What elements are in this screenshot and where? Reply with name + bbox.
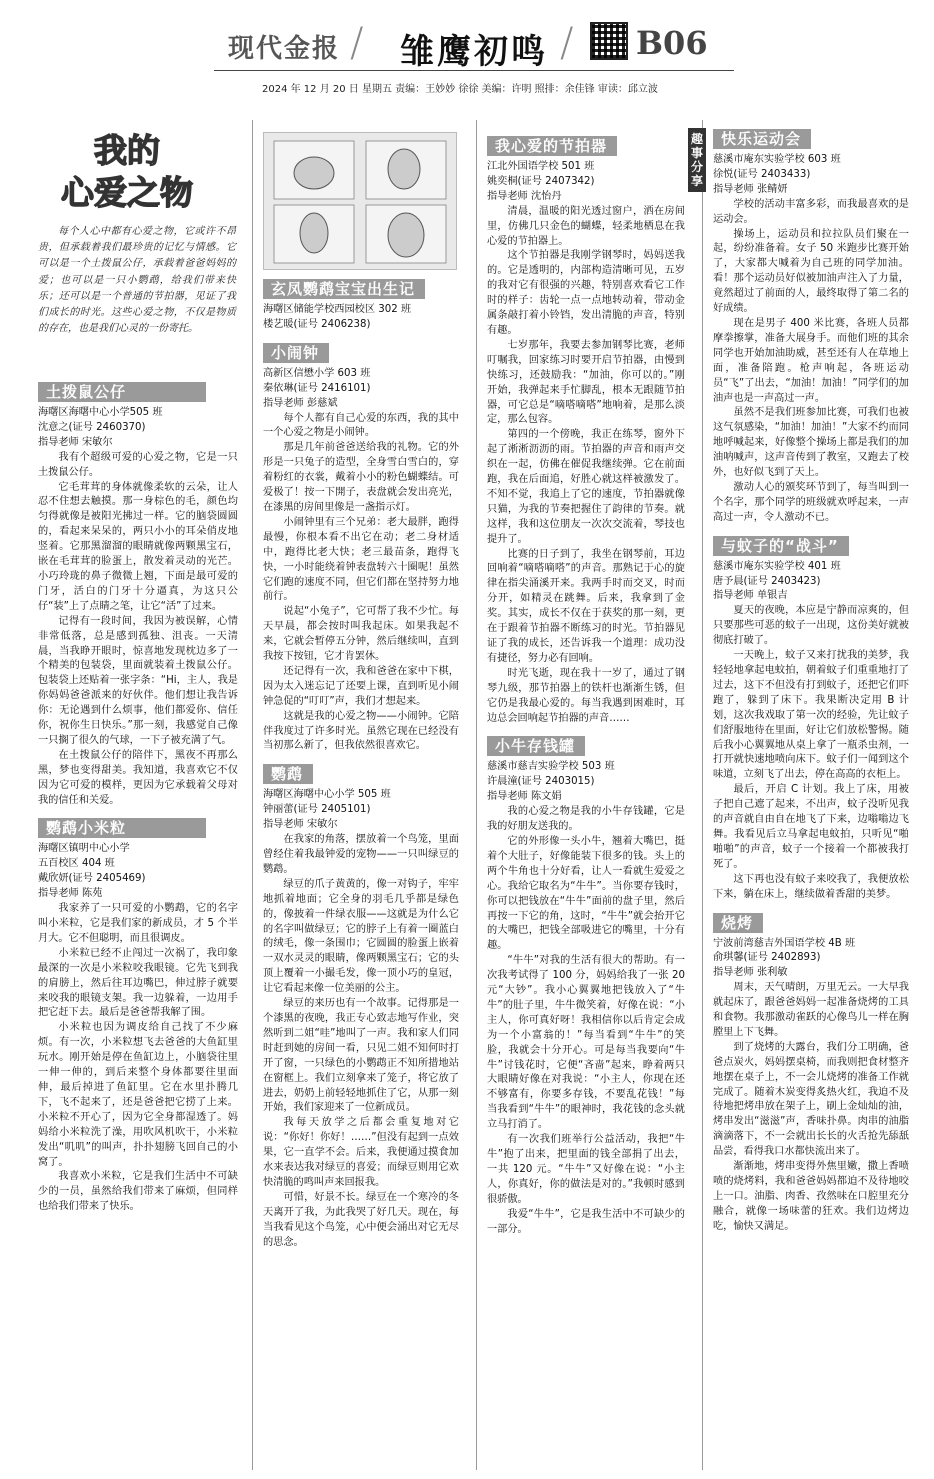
feature-intro: 每个人心中都有心爱之物，它或许不昂贵，但承载着我们最珍贵的记忆与情感。它可以是一个土拨鼠公仔，承载着爸爸妈妈的爱；也可以是一只小鹦鹉，给我们带来快乐；还可以是一个普通的节拍器，见证了我们成长的时光。这些心爱之物，不仅是物质的存在，也是我们心灵的一份寄托。 [38, 226, 236, 335]
paragraph: 第四的一个傍晚，我正在练琴，窗外下起了淅淅沥沥的雨。节拍器的声音和雨声交织在一起，仿佛在催促我继续弹。它在前面跑，我在后面追，好胜心就这样被激发了。不知不觉，我追上了它的速度，节拍器就像只猫，为我的节奏把握住了韵律的节奏。就这样，我和这位朋友一次次交流着，琴技也提升了。 [487, 429, 685, 545]
column-4 [713, 125, 909, 1468]
byline [713, 153, 909, 198]
paragraph: 小闹钟里有三个兄弟：老大最胖，跑得最慢，你根本看不出它在动；老二身材适中，跑得比老大快；老三最苗条，跑得飞快，一小时能绕着钟表盘转六十圈呢！虽然它们跑的速度不同，但它们都在坚持努力地前行。 [263, 516, 459, 603]
article-title: 土拨鼠公仔 [38, 382, 206, 402]
paragraph: 记得有一段时间，我因为被误解，心情非常低落，总是感到孤独、沮丧。一天清晨，当我睁开眼时，惊喜地发现枕边多了一个精美的包装袋，里面就装着土拨鼠公仔。包装袋上还贴着一张字条：“Hi，主人，我是你妈妈爸爸派来的好伙伴。他们想让我告诉你：无论遇到什么烦事，他们都爱你、信任你，祝你生日快乐。”那一刻，我感觉自己像一只搁了很久的气球，一下子被充满了气。 [38, 615, 238, 746]
article-title: 我心爱的节拍器 [487, 136, 617, 156]
article-title: 烧烤 [713, 913, 763, 933]
paragraph: 比赛的日子到了，我坐在钢琴前，耳边回响着“嘀嗒嘀嗒”的声音。那熟记于心的旋律在指尖涌溪开来。我两手时而交叉，时而分开，如精灵在跳舞。后来，我拿到了金奖。其实，成长不仅在于获奖的那一刻，更在于跟着节拍器不断练习的时光。节拍器见证了我的成长，还告诉我一个道理：成功没有捷径，努力必有回响。 [487, 548, 685, 664]
teacher: 指导老师 宋敏尔 [263, 819, 338, 831]
teacher: 指导老师 陈文娟 [487, 791, 562, 803]
byline [487, 160, 685, 205]
paragraph: 可惜，好景不长。绿豆在一个寒冷的冬天离开了我，为此我哭了好几天。现在，每当我看见这个鸟笼，心中便会涌出对它无尽的思念。 [263, 1191, 459, 1248]
byline [38, 842, 238, 902]
paragraph: 我喜欢小米粒，它是我们生活中不可缺少的一员，虽然给我们带来了麻烦，但同样也给我们带来了快乐。 [38, 1171, 238, 1213]
paragraph: 绿豆的来历也有一个故事。记得那是一个漆黑的夜晚，我正专心致志地写作业，突然听到二姐“哇”地叫了一声。我和家人们同时赶到她的房间一看，只见二姐不知何时打开了窗，一只绿色的小鹦鹉正不知所措地站在窗框上。我们立刻拿来了笼子，将它放了进去，奶奶上前轻轻地抓住了它，从那一刻开始，我们家迎来了一位新成员。 [263, 998, 459, 1114]
article-a10 [713, 909, 909, 1235]
author: 秦依琳(证号 2416101) [263, 382, 371, 394]
author: 唐予晨(证号 2403423) [713, 575, 821, 587]
column-divider [252, 120, 253, 1470]
masthead-rule [214, 70, 734, 71]
paragraph: 还记得有一次，我和爸爸在家中下棋，因为太入迷忘记了还要上课，直到听见小闹钟急促的“叮叮”声，我们才想起来。 [263, 665, 459, 707]
paragraph: 我有个超级可爱的心爱之物，它是一只土拨鼠公仔。 [38, 451, 238, 478]
teacher: 指导老师 张利敏 [713, 967, 788, 979]
page-number: B06 [636, 24, 708, 62]
school: 宁波前湾慈吉外国语学校 4B 班 [713, 937, 856, 949]
school: 海曙区储能学校西园校区 302 班 [263, 304, 412, 315]
paragraph: 那是几年前爸爸送给我的礼物。它的外形是一只兔子的造型，全身雪白雪白的，穿着粉红的衣裳，戴着小小的粉色蝴蝶结。可爱极了！按一下開子，表盘就会发出亮光，在漆黑的房间里像是一盏指示灯。 [263, 442, 459, 513]
byline [38, 406, 238, 451]
feature-title [52, 130, 202, 214]
teacher: 指导老师 陈苑 [38, 888, 103, 900]
byline [713, 937, 909, 982]
article-title: 与蚊子的“战斗” [713, 536, 849, 556]
paragraph: 每个人都有自己心爱的东西，我的其中一个心爱之物是小闹钟。 [263, 412, 459, 439]
school: 慈溪市庵东实验学校 401 班 [713, 560, 841, 572]
paragraph: 绿豆的爪子黄黄的，像一对钩子，牢牢地抓着地面；它全身的羽毛几乎都是绿色的，像披着一件绿衣服——这就是为什么它的名字叫做绿豆；它的脖子上有着一圈蓝白的绒毛，像一条围巾；它圆圆的脸蛋上嵌着一双水灵灵的眼睛，像两颗黑宝石；它的头顶上覆着一小撮毛发，像一顶小巧的皇冠，让它看起来像一位美丽的公主。 [263, 878, 459, 995]
author: 徐悦(证号 2403433) [713, 168, 811, 180]
author: 许晨潼(证号 2403015) [487, 776, 595, 788]
teacher: 指导老师 彭慈斌 [263, 397, 338, 409]
parrot-drawing-icon [264, 133, 456, 269]
paragraph: 虽然不是我们班参加比赛，可我们也被这气氛感染，“加油！加油！”大家不约而同地呼喊起来，好像整个操场上都是我们的加油呐喊声，这声音传到了教室，又跑去了校外，也好似飞到了天上。 [713, 407, 909, 479]
paragraph: 这个节拍器是我刚学钢琴时，妈妈送我的。它是透明的，内部构造清晰可见，五岁的我对它有很强的兴趣，特别喜欢看它工作时的样子：齿轮一点一点地转动着，带动金属条敲打着小铃铛，发出清脆的声音，特别有趣。 [487, 250, 685, 336]
school: 海曙区镇明中心小学 [38, 843, 130, 855]
paragraph: 我爱“牛牛”，它是我生活中不可缺少的一部分。 [487, 1208, 685, 1235]
paragraph: 我每天放学之后都会重复地对它说：“你好！你好！……”但没有起到一点效果，它一直学不会。后来，我便通过摸食加水来表达我对绿豆的喜爱；而绿豆则用它欢快清脆的鸣叫声来回报我。 [263, 1117, 459, 1188]
teacher: 指导老师 宋敏尔 [38, 436, 113, 448]
column-3 [487, 132, 685, 1468]
paragraph: 周末，天气晴朗，万里无云。一大早我就起床了，跟爸爸妈妈一起准备烧烤的工具和食物。我那激动雀跃的心像鸟儿一样在胸膛里上下飞舞。 [713, 982, 909, 1038]
paragraph: 小米粒也因为调皮给自己找了不少麻烦。有一次，小米粒想飞去爸爸的大鱼缸里玩水。刚开始是停在鱼缸边上，小脑袋往里一伸一伸的，到后来整个身体都要往里面伸，最后掉进了鱼缸里。它在水里扑腾几下，飞不起来了，还是爸爸把它捞了上来。小米粒不开心了，因为它全身都湿透了。妈妈给小米粒洗了澡，用吹风机吹干，小米粒发出“叽叽”的叫声，扑扑翅膀飞回自己的小窝了。 [38, 1022, 238, 1168]
masthead-divider: / [350, 20, 364, 66]
illustration-image [263, 132, 457, 270]
qr-code-icon [590, 22, 628, 60]
author: 俞琪馨(证号 2402893) [713, 952, 821, 964]
article-title: 玄凤鹦鹉宝宝出生记 [263, 279, 425, 299]
masthead-divider: / [560, 20, 574, 66]
issue-credits: 2024 年 12 月 20 日 星期五 责编：王妙妙 徐徐 美编：许明 照排：余佳锋 审读：邱立波 [262, 84, 658, 95]
byline [713, 560, 909, 605]
author: 戴欣妍(证号 2405469) [38, 873, 146, 885]
paragraph: 小米粒已经不止闯过一次祸了，我印象最深的一次是小米粒咬我眼镜。它先飞到我的肩膀上，然后往耳边嘴巴，伸过脖子就要来咬我的眼镜支架。我一边躲着，一边用手把它赶下去。最后是爸爸帮我解了围。 [38, 947, 238, 1019]
paragraph: 操场上，运动员和拉拉队员们聚在一起，纷纷准备着。女子 50 米跑步比赛开始了，大家都大喊着为自己班的同学加油。看！那个运动员好似被加油声注入了力量，竟然超过了前面的人，最终取得了第二名的好成绩。 [713, 228, 909, 315]
paragraph: 到了烧烤的大露台，我们分工明确，爸爸点炭火，妈妈摆桌椅，而我则把食材整齐地摆在桌子上，不一会儿烧烤的准备工作就完成了。随着木炭变得炙热火红，我迫不及待地把烤串放在架子上，刷上金灿灿的油，烤串发出“滋滋”声，香味扑鼻。肉串的油脂滴滴落下，不一会就出长长的火舌抢先舔舐品尝，看得我口水都快流出来了。 [713, 1041, 909, 1158]
paragraph: 在土拨鼠公仔的陪伴下，黑夜不再那么黑，梦也变得甜美。我知道，我喜欢它不仅因为它可爱的模样，更因为它承载着父母对我的信任和关爱。 [38, 749, 238, 806]
author: 钟丽蕾(证号 2405101) [263, 804, 371, 816]
paragraph: 激动人心的颁奖环节到了，每当叫到一个名字，那个同学的班级就欢呼起来，一声高过一声，令人激动不已。 [713, 481, 909, 523]
article-a4 [263, 339, 459, 755]
paragraph: 学校的活动丰富多彩，而我最喜欢的是运动会。 [713, 198, 909, 225]
school: 慈溪市慈吉实验学校 503 班 [487, 761, 615, 773]
column-divider [702, 120, 703, 1470]
paragraph: 在我家的角落，摆放着一个鸟笼，里面曾经住着我最钟爱的宠物——一只叫绿豆的鹦鹉。 [263, 834, 459, 875]
article-a2 [38, 814, 238, 1215]
article-title: 小牛存钱罐 [487, 736, 585, 756]
section-tag: 趣事分享 [688, 128, 706, 192]
byline [263, 367, 459, 412]
school: 海曙区海曙中心小学 505 班 [263, 789, 391, 801]
paragraph: 时光飞逝，现在我十一岁了，通过了钢琴九级，那节拍器上的铁杆也渐渐生锈，但它仍是我最心爱的。每当我遇到困难时，耳边总会回响起节拍器的声音…… [487, 667, 685, 724]
feature-title-line1: 我的 [94, 131, 160, 170]
article-a1 [38, 378, 238, 808]
paragraph: 清晨，温暖的阳光透过窗户，洒在房间里，仿佛几只金色的蝴蝶，轻柔地栖息在我心爱的节拍器上。 [487, 205, 685, 247]
section-title: 雏鹰初鸣 [400, 32, 548, 72]
article-a9 [713, 532, 909, 903]
paragraph: 它毛茸茸的身体就像柔软的云朵，让人忍不住想去触摸。那一身棕色的毛，颜色均匀得就像是被阳光拂过一样。它的脑袋圆圆的，看起来呆呆的，两只小小的耳朵俏皮地竖着。它那黑溜溜的眼睛就像两颗黑宝石，嵌在毛茸茸的脸蛋上，散发着灵动的光芒。小巧玲珑的鼻子微微上翘，下面是最可爱的门牙，活白的门牙十分逼真，为这只公仔“装”上了点睛之笔，让它“活”了过来。 [38, 481, 238, 612]
article-a5 [263, 760, 459, 1250]
column-divider [476, 120, 477, 1470]
paragraph: 说起“小兔子”，它可帮了我不少忙。每天早晨，都会按时叫我起床。如果我起不来，它就会暂停五分钟，然后继续叫，直到我按下按钮，它才肯罢休。 [263, 606, 459, 663]
paragraph: “牛牛”对我的生活有很大的帮助。有一次我考试得了 100 分，妈妈给我了一张 20 元“大钞”。我小心翼翼地把钱放入了“牛牛”的肚子里，牛牛微笑着，好像在说：“小主人，你可真好呀！我相信你以后肯定会成为一个小富翁的！”每当看到“牛牛”的笑脸，我就会十分开心。可是每当我要向“牛牛”讨钱花时，它便“吝啬”起来，睁着两只大眼睛好像在对我说：“小主人，你现在还不够富有，你要多存钱，不要乱花钱！”每当我看到“牛牛”的眼神时，我花钱的念头就立马打消了。 [487, 955, 685, 1131]
paragraph: 最后，开启 C 计划。我上了床，用被子把自己遮了起来，不出声，蚊子没听见我的声音就自由自在地飞了下来，边嗡嗡边飞舞。我看见后立马拿起电蚊拍，只听见“啪啪啪”的声音，蚊子一个接着一个都被我打死了。 [713, 784, 909, 870]
column-2 [263, 275, 459, 1468]
article-a3 [263, 275, 459, 333]
paragraph: 有一次我们班举行公益活动，我把“牛牛”抱了出来，把里面的钱全部捐了出去，一共 120 元。“牛牛”又好像在说：“小主人，你真好，你的做法是对的。”我顿时感到很骄傲。 [487, 1134, 685, 1205]
article-title: 小闹钟 [263, 343, 329, 363]
author: 沈意之(证号 2460370) [38, 421, 146, 433]
teacher: 指导老师 张鲭妍 [713, 183, 788, 195]
teacher: 指导老师 沈怡丹 [487, 190, 562, 202]
column-1 [38, 378, 238, 1468]
teacher: 指导老师 单银吉 [713, 590, 788, 602]
paragraph: 它的外形像一头小牛，翘着大嘴巴，挺着个大肚子，好像能装下很多的钱。头上的两个牛角也十分好看，让人一看就生爱爱之心。我给它取名为“牛牛”。当你要存钱时，你可以把钱放在“牛牛”面前的盘子里，然后再按一下它的角，这时，“牛牛”就会抬开它的大嘴巴，把钱全部吸进它的嘴里，十分有趣。 [487, 835, 685, 952]
school: 慈溪市庵东实验学校 603 班 [713, 154, 841, 165]
article-title: 鹦鹉 [263, 764, 313, 784]
paragraph: 一天晚上，蚊子又来打扰我的美梦，我轻轻地拿起电蚊拍，朝着蚊子们重重地打了过去，这下不但没有打到蚊子，还把它们吓跑了，躲到了床下。我果断决定用 B 计划，这次我戏取了第一次的经验，先让蚊子们舒服地待在里面，好让它们放松警惕。随后我小心翼翼地从桌上拿了一瓶杀虫剂，一打开就快速地喷向床下。蚊子们一闻到这个味道，立刻飞了出去，停在高高的衣柜上。 [713, 650, 909, 781]
paragraph: 渐渐地，烤串变得外焦里嫩，撒上香喷喷的烧烤料，我和爸爸妈妈都迫不及待地咬上一口。油脂、肉香、孜然味在口腔里充分融合，就像一场味蕾的狂欢。我们边烤边吃，愉快又满足。 [713, 1161, 909, 1232]
byline [487, 760, 685, 805]
school: 高新区信懋小学 603 班 [263, 367, 371, 379]
paragraph: 夏天的夜晚，本应是宁静而凉爽的，但只要那些可恶的蚊子一出现，这份美好就被彻底打破了。 [713, 605, 909, 647]
feature-title-line2: 心爱之物 [61, 173, 193, 212]
paper-name: 现代金报 [228, 34, 341, 64]
author: 楼艺暖(证号 2406238) [263, 318, 371, 330]
paragraph: 我的心爱之物是我的小牛存钱罐，它是我的好朋友送我的。 [487, 806, 685, 833]
article-title: 快乐运动会 [713, 129, 811, 149]
paragraph: 这就是我的心爱之物——小闹钟。它陪伴我度过了许多时光。虽然它现在已经没有当初那么新了，但我依然很喜欢它。 [263, 710, 459, 752]
article-a8 [713, 125, 909, 526]
school: 海曙区海曙中心小学505 班 [38, 407, 163, 418]
school: 江北外国语学校 501 班 [487, 161, 595, 172]
byline [263, 788, 459, 833]
paragraph: 我家养了一只可爱的小鹦鹉，它的名字叫小米粒，它是我们家的新成员，才 5 个半月大。它不但聪明，而且很调皮。 [38, 903, 238, 944]
paragraph: 这下再也没有蚊子来咬我了，我便放松下来，躺在床上，继续做着香甜的美梦。 [713, 873, 909, 900]
school-branch: 五百校区 404 班 [38, 858, 115, 870]
paragraph: 七岁那年，我要去参加钢琴比赛，老师叮嘱我，回家练习时要开启节拍器，由慢到快练习，还鼓励我：“加油，你可以的。”刚开始，我弹起来手忙脚乱，根本无跟随节拍器，可它总是“嘀嗒嘀嗒”地响着，是那么淡定，那么包容。 [487, 339, 685, 426]
author: 姚奕桐(证号 2407342) [487, 175, 595, 187]
article-a6 [487, 132, 685, 726]
article-title: 鹦鹉小米粒 [38, 818, 206, 838]
byline [263, 303, 459, 333]
article-a7 [487, 732, 685, 1237]
paragraph: 现在是男子 400 米比赛，各班人员都摩拳擦掌，准备大展身手。而他们班的其余同学也开始加油助威，甚至还有人在草地上面，准备陪跑。枪声响起，各班运动员“飞”了出去，“加油！加油！”同学们的加油声也是一声高过一声。 [713, 317, 909, 404]
